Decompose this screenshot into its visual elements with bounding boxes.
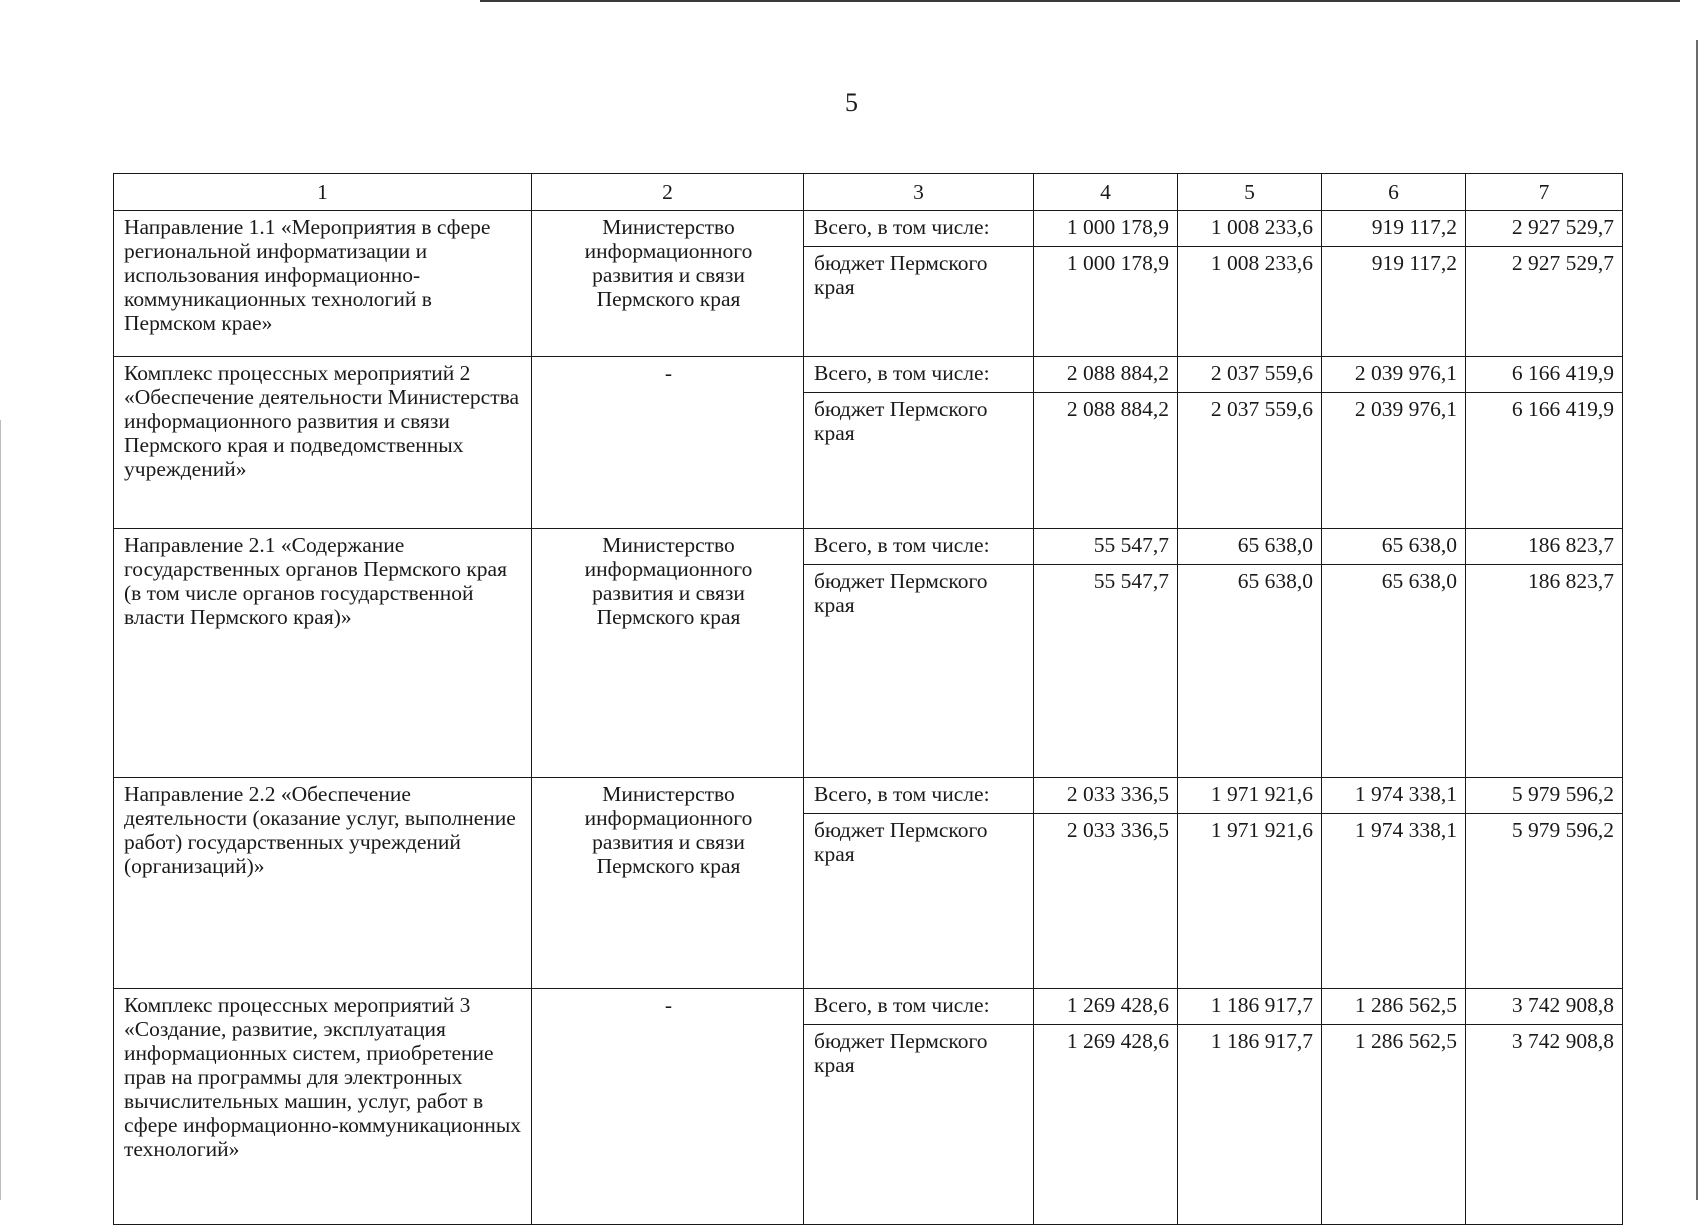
source-label-cell: Всего, в том числе: (804, 989, 1034, 1025)
table-row (114, 211, 1623, 247)
amount-cell: 919 117,2 (1322, 211, 1466, 247)
activity-name-cell: Направление 2.1 «Содержание государственных органов Пермского края (в том числе органов государственной власти Пермского края)» (114, 529, 532, 778)
amount-cell: 55 547,7 (1034, 529, 1178, 565)
amount-cell: 2 037 559,6 (1178, 357, 1322, 393)
source-label-cell: бюджет Пермского края (804, 814, 1034, 989)
amount-cell: 65 638,0 (1178, 565, 1322, 778)
table-row (114, 989, 1623, 1025)
source-label-cell: Всего, в том числе: (804, 357, 1034, 393)
header-cell: 4 (1034, 174, 1178, 211)
source-label-cell: Всего, в том числе: (804, 778, 1034, 814)
amount-cell: 2 033 336,5 (1034, 814, 1178, 989)
amount-cell: 1 974 338,1 (1322, 778, 1466, 814)
amount-cell: 919 117,2 (1322, 247, 1466, 357)
source-label-cell: бюджет Пермского края (804, 1025, 1034, 1225)
responsible-cell: Министерство информационного развития и связи Пермского края (532, 211, 804, 357)
amount-cell: 2 927 529,7 (1466, 211, 1623, 247)
scan-edge-top (480, 0, 1680, 2)
amount-cell: 2 088 884,2 (1034, 393, 1178, 529)
amount-cell: 6 166 419,9 (1466, 357, 1623, 393)
budget-table (113, 173, 1623, 1225)
page-number: 5 (845, 88, 858, 117)
amount-cell: 2 039 976,1 (1322, 357, 1466, 393)
amount-cell: 3 742 908,8 (1466, 1025, 1623, 1225)
amount-cell: 2 927 529,7 (1466, 247, 1623, 357)
header-cell: 5 (1178, 174, 1322, 211)
responsible-cell: - (532, 357, 804, 529)
activity-name-cell: Направление 1.1 «Мероприятия в сфере региональной информатизации и использования информационно-коммуникационных технологий в Пермском крае» (114, 211, 532, 357)
responsible-cell: Министерство информационного развития и связи Пермского края (532, 778, 804, 989)
responsible-cell: Министерство информационного развития и связи Пермского края (532, 529, 804, 778)
header-cell: 1 (114, 174, 532, 211)
table-row (114, 778, 1623, 814)
source-label-cell: Всего, в том числе: (804, 529, 1034, 565)
amount-cell: 1 186 917,7 (1178, 1025, 1322, 1225)
amount-cell: 6 166 419,9 (1466, 393, 1623, 529)
amount-cell: 5 979 596,2 (1466, 778, 1623, 814)
header-cell: 3 (804, 174, 1034, 211)
header-cell: 2 (532, 174, 804, 211)
amount-cell: 55 547,7 (1034, 565, 1178, 778)
header-row (114, 174, 1623, 211)
activity-name-cell: Комплекс процессных мероприятий 2 «Обеспечение деятельности Министерства информационного развития и связи Пермского края и подведомственных учреждений» (114, 357, 532, 529)
amount-cell: 1 971 921,6 (1178, 814, 1322, 989)
header-cell: 6 (1322, 174, 1466, 211)
header-cell: 7 (1466, 174, 1623, 211)
amount-cell: 1 186 917,7 (1178, 989, 1322, 1025)
amount-cell: 1 974 338,1 (1322, 814, 1466, 989)
table-row (114, 529, 1623, 565)
scan-edge-left (0, 420, 1, 1200)
amount-cell: 2 033 336,5 (1034, 778, 1178, 814)
source-label-cell: бюджет Пермского края (804, 565, 1034, 778)
amount-cell: 1 286 562,5 (1322, 1025, 1466, 1225)
activity-name-cell: Комплекс процессных мероприятий 3 «Создание, развитие, эксплуатация информационных систем, приобретение прав на программы для электронных вычислительных машин, услуг, работ в сфере информационно-коммуникационных технологий» (114, 989, 532, 1225)
amount-cell: 2 039 976,1 (1322, 393, 1466, 529)
source-label-cell: бюджет Пермского края (804, 247, 1034, 357)
amount-cell: 1 269 428,6 (1034, 1025, 1178, 1225)
amount-cell: 65 638,0 (1322, 565, 1466, 778)
amount-cell: 2 037 559,6 (1178, 393, 1322, 529)
activity-name-cell: Направление 2.2 «Обеспечение деятельности (оказание услуг, выполнение работ) государственных учреждений (организаций)» (114, 778, 532, 989)
scan-edge-right (1696, 40, 1698, 1200)
amount-cell: 1 008 233,6 (1178, 211, 1322, 247)
amount-cell: 1 000 178,9 (1034, 247, 1178, 357)
responsible-cell: - (532, 989, 804, 1225)
amount-cell: 186 823,7 (1466, 529, 1623, 565)
amount-cell: 1 000 178,9 (1034, 211, 1178, 247)
source-label-cell: бюджет Пермского края (804, 393, 1034, 529)
amount-cell: 1 269 428,6 (1034, 989, 1178, 1025)
source-label-cell: Всего, в том числе: (804, 211, 1034, 247)
amount-cell: 3 742 908,8 (1466, 989, 1623, 1025)
table-row (114, 357, 1623, 393)
amount-cell: 5 979 596,2 (1466, 814, 1623, 989)
amount-cell: 1 286 562,5 (1322, 989, 1466, 1025)
amount-cell: 65 638,0 (1178, 529, 1322, 565)
amount-cell: 1 008 233,6 (1178, 247, 1322, 357)
amount-cell: 2 088 884,2 (1034, 357, 1178, 393)
amount-cell: 65 638,0 (1322, 529, 1466, 565)
amount-cell: 1 971 921,6 (1178, 778, 1322, 814)
amount-cell: 186 823,7 (1466, 565, 1623, 778)
